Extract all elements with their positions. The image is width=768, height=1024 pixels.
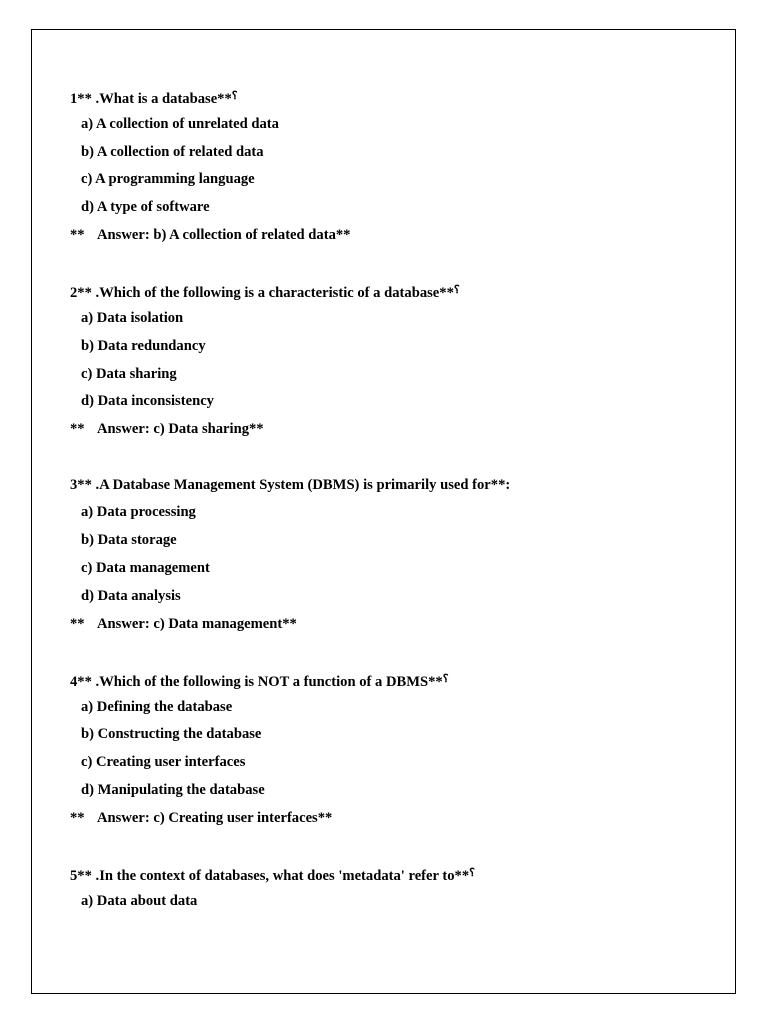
question-suffix: ** (217, 91, 232, 107)
answer-lead: ** (70, 421, 85, 438)
option-a: a) Data about data (81, 892, 198, 909)
question-mark: ؟ (469, 867, 475, 880)
question-5-text (70, 863, 710, 891)
question-suffix: ** (428, 673, 443, 690)
question-number: 2** . (70, 285, 100, 302)
option-c: c) Data management (81, 559, 210, 576)
question-number: 5** . (70, 868, 100, 885)
question-1-text (70, 86, 710, 114)
option-b: b) A collection of related data (81, 143, 264, 160)
quiz-content (70, 86, 710, 946)
question-stem: Which of the following is NOT a function of a DBMS (99, 673, 429, 690)
answer-text: Answer: c) Creating user interfaces** (97, 809, 333, 826)
question-mark: ؟ (231, 90, 238, 102)
answer-text: Answer: c) Data sharing** (97, 421, 264, 438)
question-stem: What is a database (99, 91, 218, 107)
question-mark: ؟ (442, 672, 449, 685)
question-2-text (70, 280, 710, 308)
option-d: d) A type of software (81, 199, 210, 216)
question-4-text (70, 669, 710, 697)
question-block-5 (70, 863, 710, 919)
question-suffix: ** (439, 285, 454, 302)
option-b: b) Data storage (81, 532, 177, 549)
option-a: a) Defining the database (81, 698, 233, 715)
answer-line (70, 614, 710, 642)
question-block-2 (70, 280, 710, 447)
question-stem: Which of the following is a characteristic of a database (99, 285, 440, 302)
question-block-4 (70, 669, 710, 836)
answer-line (70, 225, 710, 253)
question-suffix: ** (454, 868, 470, 885)
option-b: b) Constructing the database (81, 726, 262, 743)
option-a: a) Data isolation (81, 310, 184, 327)
question-number: 3** . (70, 476, 100, 493)
option-c: c) A programming language (81, 171, 255, 188)
question-number: 1** . (70, 91, 100, 107)
option-b: b) Data redundancy (81, 337, 206, 354)
option-a: a) A collection of unrelated data (81, 115, 279, 132)
question-3-text (70, 475, 710, 503)
question-block-1 (70, 86, 710, 253)
option-d: d) Data analysis (81, 587, 181, 604)
answer-lead: ** (70, 809, 85, 826)
option-d: d) Data inconsistency (81, 393, 214, 410)
answer-lead: ** (70, 226, 85, 243)
option-d: d) Manipulating the database (81, 782, 265, 799)
option-a: a) Data processing (81, 504, 196, 521)
question-suffix: **: (490, 476, 511, 493)
question-number: 4** . (70, 673, 100, 690)
answer-text: Answer: c) Data management** (97, 615, 297, 632)
question-stem: In the context of databases, what does 'metadata' refer to (99, 868, 455, 885)
question-mark: ؟ (453, 284, 460, 297)
answer-line (70, 808, 710, 836)
answer-line (70, 419, 710, 447)
option-c: c) Data sharing (81, 365, 177, 382)
question-stem: A Database Management System (DBMS) is primarily used for (99, 476, 491, 493)
answer-lead: ** (70, 615, 85, 632)
answer-text: Answer: b) A collection of related data** (97, 226, 351, 243)
option-c: c) Creating user interfaces (81, 754, 246, 771)
question-block-3 (70, 475, 710, 642)
